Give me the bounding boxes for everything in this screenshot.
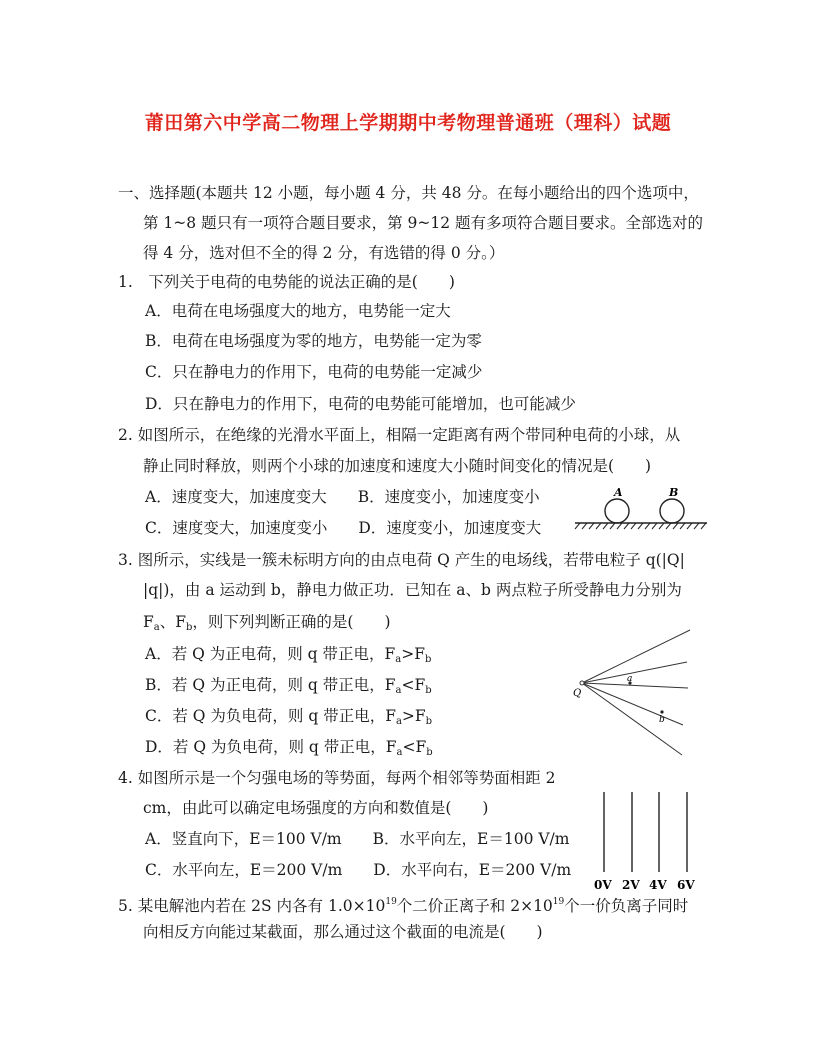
point-a-label: a [627,674,633,684]
q4-options-ab: A．竖直向下，E＝100 V/m B．水平向左，E＝100 V/m [145,830,570,848]
q2-two-balls-figure [570,484,710,534]
ball-a [605,499,629,523]
potential-label-2v: 2V [622,878,640,892]
point-b [660,710,663,713]
q4-options-cd: C．水平向左，E＝200 V/m D．水平向右，E＝200 V/m [145,861,572,879]
charge-q-label: Q [573,688,582,699]
potential-label-0v: 0V [594,878,612,892]
field-line-2 [582,662,687,683]
q4-stem-line-1: 4. 如图所示是一个匀强电场的等势面，每两个相邻等势面相距 2 [118,769,556,787]
q1-stem: 1. 下列关于电荷的电势能的说法正确的是( ) [118,273,455,291]
q2-stem-line-2: 静止同时释放，则两个小球的加速度和速度大小随时间变化的情况是( ) [143,457,652,475]
q1-option-b: B．电荷在电场强度为零的地方，电势能一定为零 [145,332,482,350]
potential-label-6v: 6V [677,878,695,892]
section-instruction-line-3: 得 4 分，选对但不全的得 2 分，有选错的得 0 分。） [143,244,505,262]
ball-b [660,499,684,523]
q3-option-a: A．若 Q 为正电荷，则 q 带正电，$F_a>F_b$ [145,645,432,665]
q1-option-a: A．电荷在电场强度大的地方，电势能一定大 [145,302,451,320]
q4-stem-line-2: cm，由此可以确定电场强度的方向和数值是( ) [143,799,489,817]
section-instruction-line-2: 第 1~8 题只有一项符合题目要求，第 9~12 题有多项符合题目要求。全部选对的 [143,214,703,232]
q3-stem-line-3: $F_a$、$F_b$，则下列判断正确的是( ) [143,613,391,633]
q3-field-lines-figure [570,625,695,760]
potential-label-4v: 4V [649,878,667,892]
q3-option-c: C．若 Q 为负电荷，则 q 带正电，$F_a>F_b$ [145,707,433,727]
charge-q-point [580,681,584,685]
section-instruction-line-1: 一、选择题(本题共 12 小题，每小题 4 分，共 48 分。在每小题给出的四个选项中， [118,184,699,202]
q4-equipotential-figure [590,790,705,893]
q2-options-cd: C．速度变大，加速度变小 D．速度变小，加速度变大 [145,519,542,537]
field-line-1 [582,630,690,683]
q5-stem-line-1: 5. 某电解池内若在 2S 内各有 $1.0\times 10^{19}$个二价正离子和 $2\times 10^{19}$个一价负离子同时 [118,897,689,915]
field-line-4 [582,683,683,725]
q1-option-d: D．只在静电力的作用下，电荷的电势能可能增加，也可能减少 [145,395,576,413]
field-line-3 [582,683,688,688]
q3-stem-line-2: |q|)，由 a 运动到 b，静电力做正功．已知在 a、b 两点粒子所受静电力分别为 [143,581,682,599]
field-line-5 [582,683,682,755]
q3-option-d: D．若 Q 为负电荷，则 q 带正电，$F_a<F_b$ [145,738,433,758]
q1-option-c: C．只在静电力的作用下，电荷的电势能一定减少 [145,363,483,381]
q2-stem-line-1: 2. 如图所示，在绝缘的光滑水平面上，相隔一定距离有两个带同种电荷的小球，从 [118,426,681,444]
q5-stem-line-2: 向相反方向能过某截面，那么通过这个截面的电流是( ) [143,923,543,941]
ball-b-label: B [669,486,679,499]
page-title: 莆田第六中学高二物理上学期期中考物理普通班（理科）试题 [144,112,672,134]
q3-stem-line-1: 3. 图所示，实线是一簇未标明方向的由点电荷 Q 产生的电场线，若带电粒子 q(|Q| [118,551,685,569]
ground-hatching [575,523,706,529]
q2-options-ab: A．速度变大，加速度变大 B．速度变小，加速度变小 [145,488,540,506]
point-b-label: b [659,715,665,725]
ball-a-label: A [614,486,623,499]
q3-option-b: B．若 Q 为正电荷，则 q 带正电，$F_a<F_b$ [145,676,432,696]
